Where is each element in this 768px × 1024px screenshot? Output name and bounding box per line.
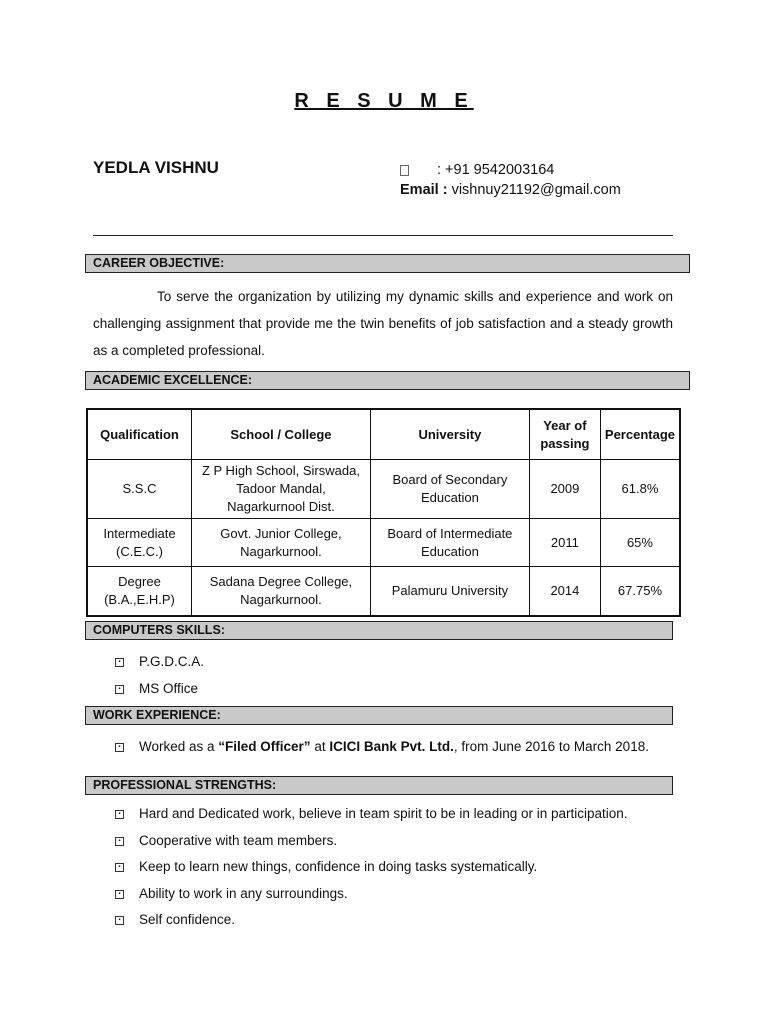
- table-row: [87, 519, 680, 567]
- column-header: Percentage: [600, 409, 680, 460]
- table-cell: 2014: [529, 567, 600, 617]
- bullet-icon: ▪: [115, 658, 124, 667]
- candidate-name: YEDLA VISHNU: [93, 158, 219, 177]
- bullet-icon: ▪: [115, 890, 124, 899]
- bullet-icon: ▪: [115, 810, 124, 819]
- career-objective-heading: CAREER OBJECTIVE:: [85, 254, 690, 273]
- bullet-icon: ▪: [115, 916, 124, 925]
- work-at: at: [310, 739, 330, 754]
- list-item: [115, 911, 628, 938]
- work-role: “Filed Officer”: [218, 739, 311, 754]
- email-line: [400, 180, 621, 200]
- column-header: University: [370, 409, 529, 460]
- academic-heading: ACADEMIC EXCELLENCE:: [85, 371, 690, 390]
- email-address: vishnuy21192@gmail.com: [451, 182, 621, 198]
- table-cell: Sadana Degree College, Nagarkurnool.: [191, 567, 370, 617]
- table-header-row: [87, 409, 680, 460]
- list-item: [115, 680, 204, 707]
- career-objective-text: To serve the organization by utilizing my dynamic skills and experience and work on challenging assignment that provide me the twin benefits of job satisfaction and a steady growth as a completed professional.: [93, 289, 673, 358]
- bullet-icon: ▪: [115, 863, 124, 872]
- header-divider: [93, 235, 673, 236]
- computer-skills-heading: COMPUTERS SKILLS:: [85, 621, 673, 640]
- academic-table: [86, 408, 681, 617]
- list-item-text: P.G.D.C.A.: [139, 654, 205, 669]
- list-item-text: Self confidence.: [139, 912, 236, 927]
- list-item: [115, 858, 628, 885]
- table-cell: Z P High School, Sirswada, Tadoor Mandal, Nagarkurnool Dist.: [191, 460, 370, 519]
- resume-title: R E S U M E: [294, 90, 474, 112]
- table-cell: Degree (B.A.,E.H.P): [87, 567, 191, 617]
- work-experience-heading: WORK EXPERIENCE:: [85, 706, 673, 725]
- list-item: [115, 738, 649, 756]
- table-cell: 65%: [600, 519, 680, 567]
- table-row: [87, 460, 680, 519]
- phone-icon: [400, 165, 409, 176]
- table-cell: Govt. Junior College, Nagarkurnool.: [191, 519, 370, 567]
- column-header: Year of passing: [529, 409, 600, 460]
- contact-block: [400, 160, 621, 200]
- table-cell: 2009: [529, 460, 600, 519]
- work-period: , from June 2016 to March 2018.: [453, 739, 649, 754]
- work-prefix: Worked as a: [139, 739, 219, 754]
- list-item: [115, 805, 628, 832]
- table-cell: 61.8%: [600, 460, 680, 519]
- computer-skills-list: [115, 653, 204, 707]
- strengths-heading: PROFESSIONAL STRENGTHS:: [85, 776, 673, 795]
- list-item-text: Hard and Dedicated work, believe in team spirit to be in leading or in participation.: [139, 806, 628, 821]
- table-cell: 67.75%: [600, 567, 680, 617]
- table-cell: Intermediate (C.E.C.): [87, 519, 191, 567]
- strengths-list: [115, 805, 628, 938]
- bullet-icon: ▪: [115, 743, 124, 752]
- list-item: [115, 832, 628, 859]
- bullet-icon: ▪: [115, 685, 124, 694]
- table-row: [87, 567, 680, 617]
- bullet-icon: ▪: [115, 837, 124, 846]
- work-company: ICICI Bank Pvt. Ltd.: [329, 739, 454, 754]
- list-item-text: Keep to learn new things, confidence in doing tasks systematically.: [139, 859, 538, 874]
- column-header: Qualification: [87, 409, 191, 460]
- table-cell: S.S.C: [87, 460, 191, 519]
- table-cell: Board of Intermediate Education: [370, 519, 529, 567]
- column-header: School / College: [191, 409, 370, 460]
- phone-number: : +91 9542003164: [437, 162, 555, 178]
- work-experience-list: [115, 738, 649, 756]
- list-item: [115, 653, 204, 680]
- table-cell: 2011: [529, 519, 600, 567]
- table-cell: Palamuru University: [370, 567, 529, 617]
- list-item-text: Cooperative with team members.: [139, 832, 338, 848]
- table-cell: Board of Secondary Education: [370, 460, 529, 519]
- email-label: Email :: [400, 182, 448, 198]
- phone-line: [400, 160, 621, 180]
- list-item-text: MS Office: [139, 681, 199, 696]
- list-item: [115, 885, 628, 912]
- list-item-text: Ability to work in any surroundings.: [139, 885, 348, 901]
